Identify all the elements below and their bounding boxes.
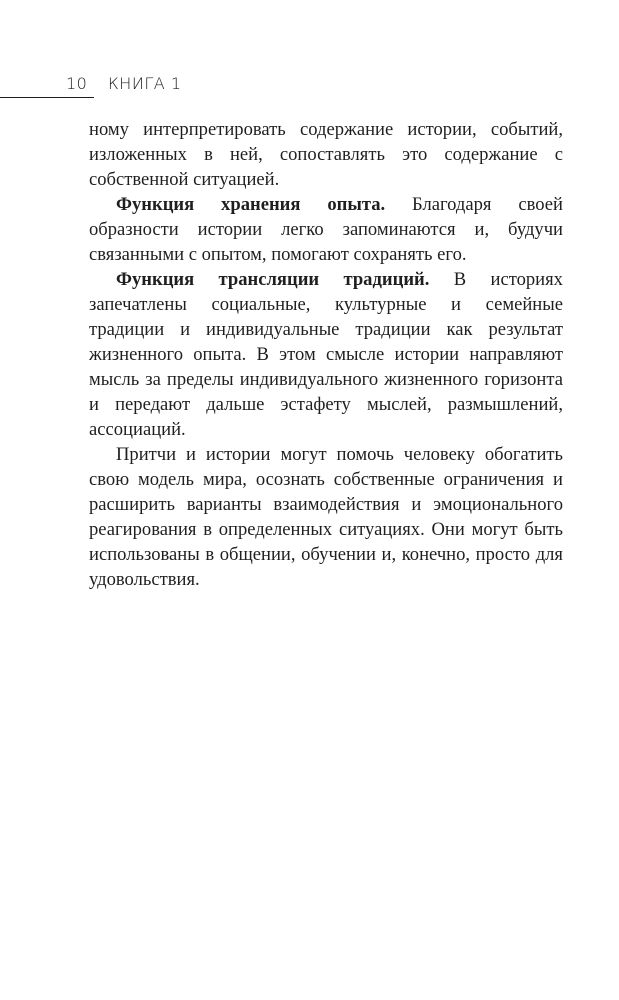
paragraph-tradition-function [89, 267, 563, 442]
paragraph-text: Благодаря своей образности истории легко запоминаются и, будучи связанными с опытом, помогают сохранять его. [89, 194, 563, 265]
paragraph-text: Притчи и истории могут помочь человеку обогатить свою модель мира, осознать собственные ограничения и расширить варианты взаимодействия и эмоционального реагирования в определенных ситуациях. Они могут быть использованы в общении, обучении и, конечно, просто для удовольствия. [89, 444, 563, 590]
paragraph-continuation [89, 117, 563, 192]
body-text [89, 117, 563, 592]
page-header [0, 72, 619, 102]
paragraph-text: В историях запечатлены социальные, культурные и семейные традиции и индивидуальные традиции как результат жизненного опыта. В этом смысле истории направляют мысль за пределы индивидуального жизненного горизонта и передают дальше эстафету мыслей, размышлений, ассоциаций. [89, 269, 563, 440]
paragraph-conclusion [89, 442, 563, 592]
paragraph-text: ному интерпретировать содержание истории, событий, изложенных в ней, сопоставлять это содержание с собственной ситуацией. [89, 119, 563, 190]
page-number: 10 [66, 74, 88, 93]
paragraph-experience-function [89, 192, 563, 267]
running-head: КНИГА 1 [108, 74, 182, 93]
term-tradition-transmission: Функция трансляции традиций. [116, 269, 430, 290]
header-rule [0, 97, 94, 98]
term-experience-storage: Функция хранения опыта. [116, 194, 386, 215]
